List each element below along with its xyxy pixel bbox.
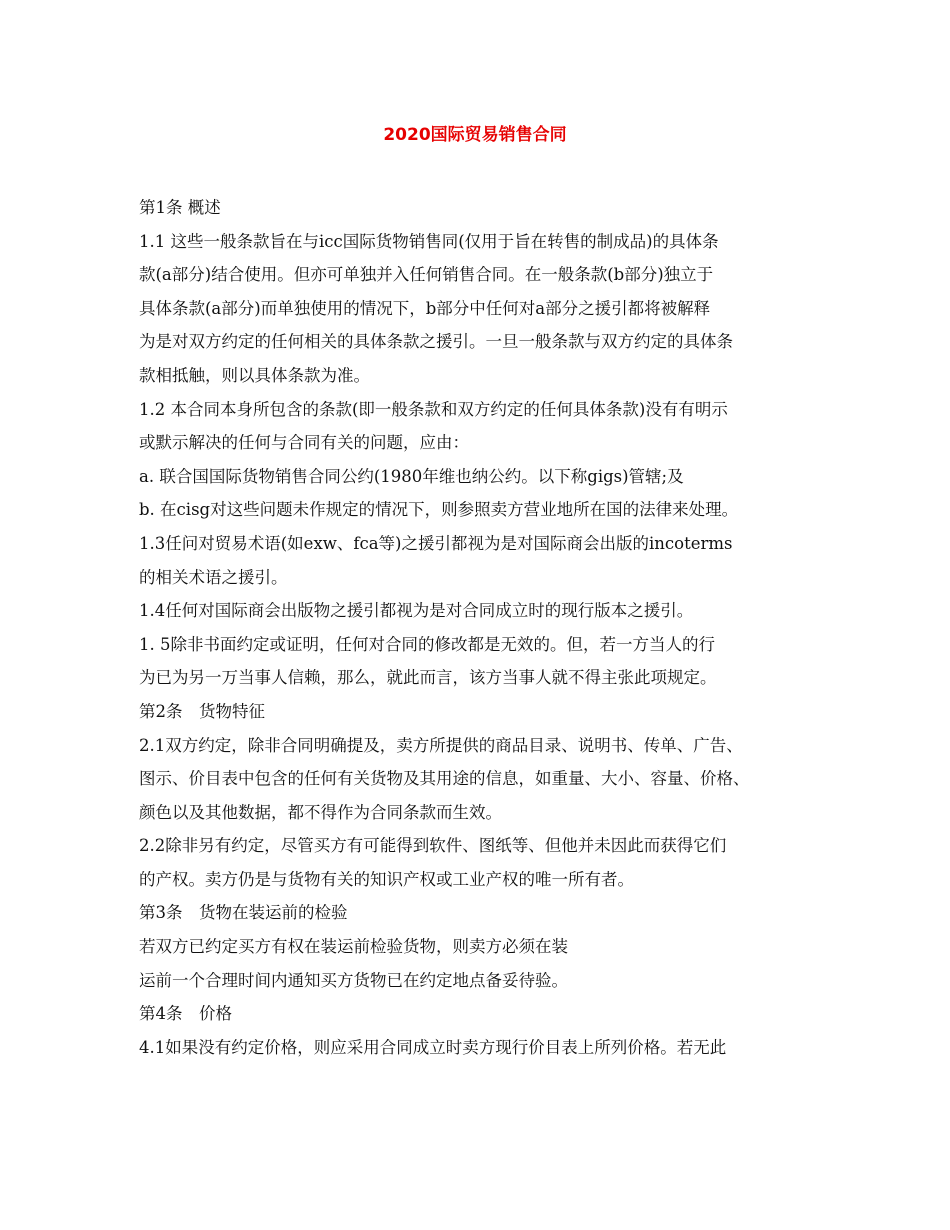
paragraph-line: 为是对双方约定的任何相关的具体条款之援引。一旦一般条款与双方约定的具体条 — [139, 332, 733, 352]
paragraph-line: 若双方已约定买方有权在装运前检验货物，则卖方必须在装 — [139, 937, 568, 957]
paragraph-line: 第3条 货物在装运前的检验 — [139, 903, 348, 923]
paragraph-line: 1.2 本合同本身所包含的条款(即一般条款和双方约定的任何具体条款)没有有明示 — [139, 399, 728, 419]
paragraph-line: 图示、价目表中包含的任何有关货物及其用途的信息，如重量、大小、容量、价格、 — [139, 769, 750, 789]
paragraph-line: 1.4任何对国际商会出版物之援引都视为是对合同成立时的现行版本之援引。 — [139, 601, 694, 621]
paragraph-line: 第2条 货物特征 — [139, 701, 265, 721]
paragraph-line: 或默示解决的任何与合同有关的问题，应由： — [139, 433, 469, 453]
paragraph-line: a. 联合国国际货物销售合同公约(1980年维也纳公约。以下称gigs)管辖;及 — [139, 466, 684, 486]
paragraph-line: 款(a部分)结合使用。但亦可单独并入任何销售合同。在一般条款(b部分)独立于 — [139, 265, 714, 285]
paragraph-line: 第1条 概述 — [139, 198, 221, 217]
document-title: 2020国际贸易销售合同 — [383, 125, 567, 145]
paragraph-line: 第4条 价格 — [139, 1004, 232, 1024]
paragraph-line: 为已为另一万当事人信赖，那么，就此而言，该方当事人就不得主张此项规定。 — [139, 668, 717, 688]
paragraph-line: 款相抵触，则以具体条款为准。 — [139, 365, 370, 385]
document-body — [139, 191, 839, 1064]
paragraph-line: 2.1双方约定，除非合同明确提及，卖方所提供的商品目录、说明书、传单、广告、 — [139, 735, 743, 755]
paragraph-line: 的相关术语之援引。 — [139, 567, 288, 587]
paragraph-line: 具体条款(a部分)而单独使用的情况下，b部分中任何对a部分之援引都将被解释 — [139, 298, 711, 318]
paragraph-line: 1. 5除非书面约定或证明，任何对合同的修改都是无效的。但，若一方当人的行 — [139, 634, 715, 654]
paragraph-line: 颜色以及其他数据，都不得作为合同条款而生效。 — [139, 802, 502, 822]
paragraph-line: b. 在cisg对这些问题未作规定的情况下，则参照卖方营业地所在国的法律来处理。 — [139, 500, 739, 520]
paragraph-line: 1.3任问对贸易术语(如exw、fca等)之援引都视为是对国际商会出版的incoterms — [139, 533, 733, 553]
paragraph-line: 4.1如果没有约定价格，则应采用合同成立时卖方现行价目表上所列价格。若无此 — [139, 1037, 727, 1057]
paragraph-line: 运前一个合理时间内通知买方货物已在约定地点备妥待验。 — [139, 970, 568, 990]
paragraph-line: 2.2除非另有约定，尽管买方有可能得到软件、图纸等、但他并未因此而获得它们 — [139, 836, 727, 856]
paragraph-line: 的产权。卖方仍是与货物有关的知识产权或工业产权的唯一所有者。 — [139, 869, 634, 889]
paragraph-line: 1.1 这些一般条款旨在与icc国际货物销售同(仅用于旨在转售的制成品)的具体条 — [139, 231, 719, 251]
